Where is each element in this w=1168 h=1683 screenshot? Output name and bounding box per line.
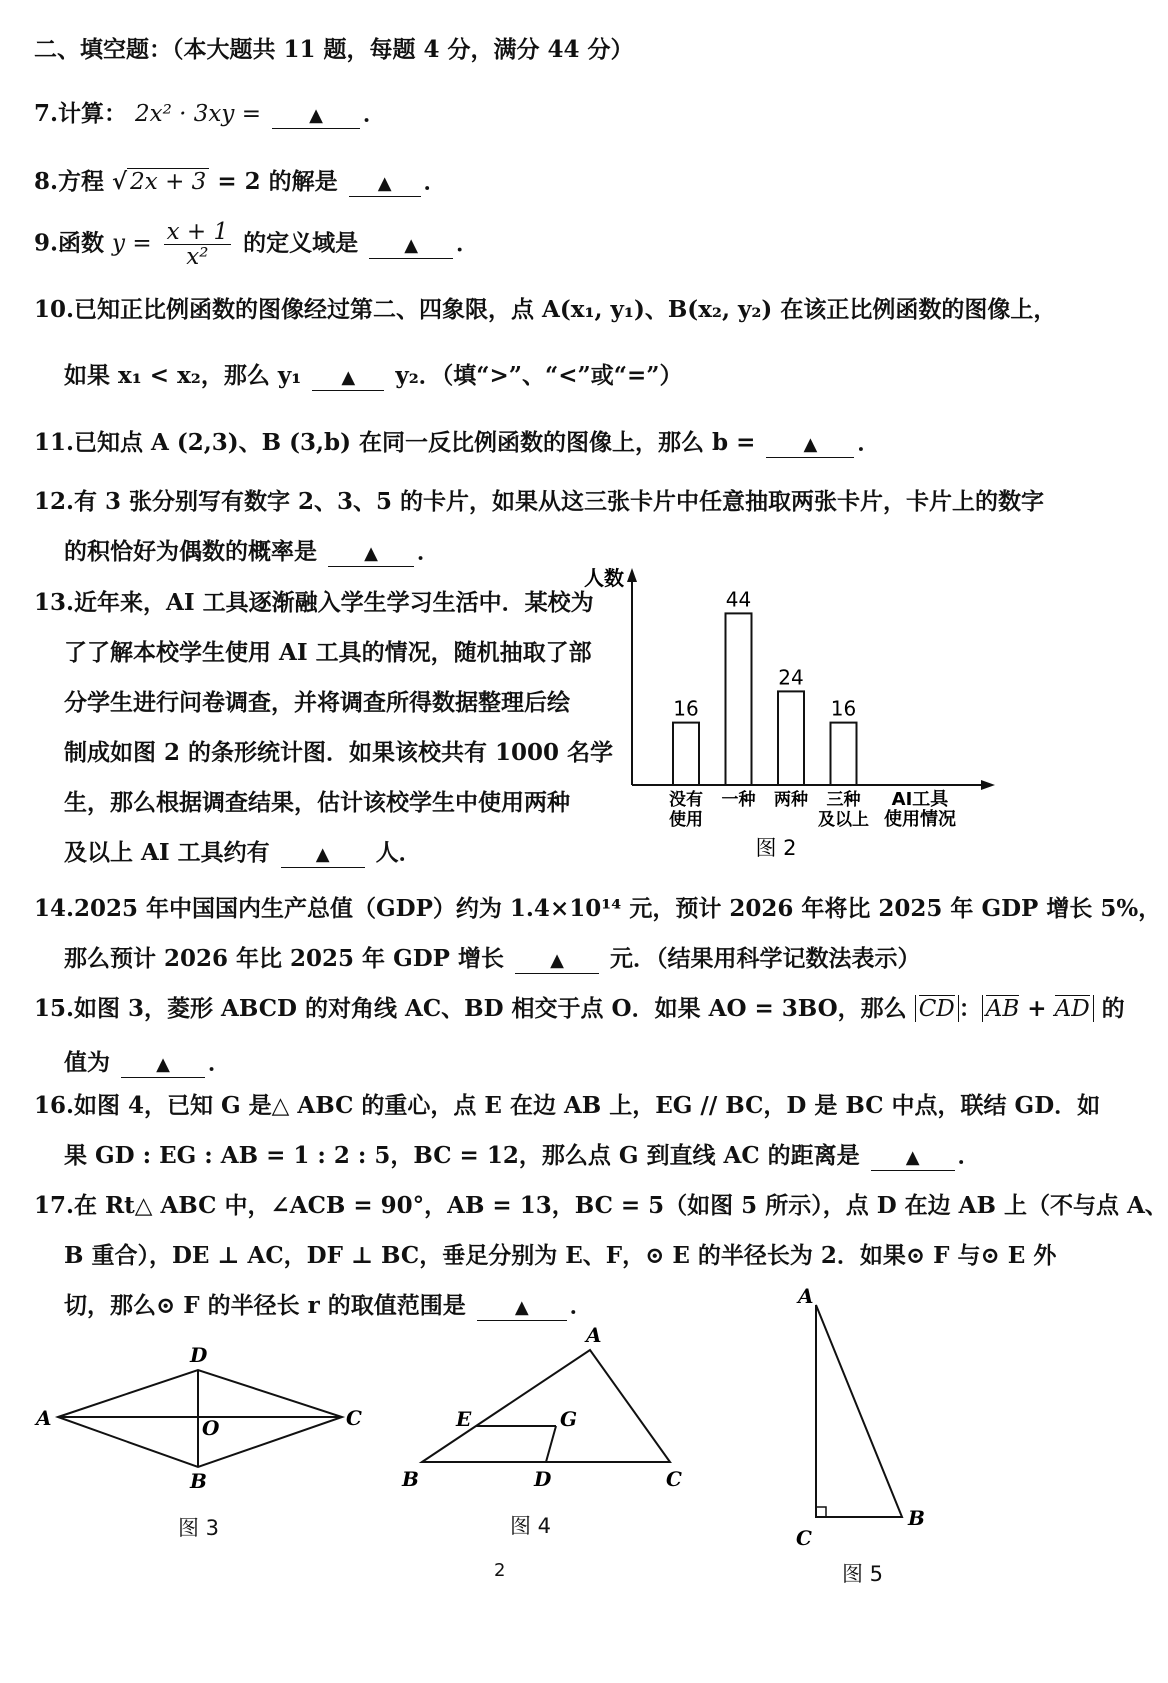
question-10: 10.已知正比例函数的图像经过第二、四象限，点 A(x₁, y₁)、B(x₂, y₂) 在该正比例函数的图像上， xyxy=(34,296,1057,323)
bar-value-label: 16 xyxy=(830,696,857,721)
bar-chart xyxy=(584,560,1050,870)
vertex-label-a: A xyxy=(586,1323,602,1347)
answer-blank[interactable]: ▲ xyxy=(272,102,360,129)
question-14: 14.2025 年中国国内生产总值（GDP）约为 1.4×10¹⁴ 元，预计 2026 年将比 2025 年 GDP 增长 5%， xyxy=(34,895,1162,922)
question-16: 16.如图 4，已知 G 是△ ABC 的重心，点 E 在边 AB 上，EG // BC，D 是 BC 中点，联结 GD．如 xyxy=(34,1092,1101,1119)
figure-3-rhombus xyxy=(30,1345,370,1505)
vertex-label-a: A xyxy=(798,1284,814,1308)
vertex-label-b: B xyxy=(402,1467,419,1491)
sqrt-symbol: √ xyxy=(112,168,128,195)
triangle-abc xyxy=(422,1350,670,1462)
x-axis-label-line: 使用情况 xyxy=(884,809,956,830)
question-13-line: 分学生进行问卷调查，并将调查所得数据整理后绘 xyxy=(64,689,570,716)
question-12-cont: 的积恰好为偶数的概率是 ▲ ． xyxy=(64,538,441,565)
question-10-cont: 如果 x₁ < x₂，那么 y₁ ▲ y₂．（填“>”、“<”或“=”） xyxy=(64,362,683,389)
answer-blank[interactable]: ▲ xyxy=(328,540,414,567)
answer-blank[interactable]: ▲ xyxy=(369,232,453,259)
point-label-e: E xyxy=(456,1407,472,1431)
answer-blank[interactable]: ▲ xyxy=(121,1051,205,1078)
question-9: 9.函数 y = $\frac{x + 1}{\text{x²}}$ 的定义域是 ▲ ． xyxy=(34,219,480,270)
category-label: 及以上 xyxy=(818,810,869,830)
figure-5-right-triangle xyxy=(790,1285,950,1555)
figure-5-caption: 图 5 xyxy=(842,1562,884,1586)
question-11: 11.已知点 A (2,3)、B (3,b) 在同一反比例函数的图像上，那么 b = ▲ ． xyxy=(34,429,881,456)
vertex-label-b: B xyxy=(190,1469,207,1493)
figure-3-caption: 图 3 xyxy=(178,1516,220,1540)
question-13-line: 了了解本校学生使用 AI 工具的情况，随机抽取了部 xyxy=(64,639,592,666)
bar xyxy=(778,691,804,785)
category-label: 一种 xyxy=(721,790,756,810)
answer-blank[interactable]: ▲ xyxy=(349,170,421,197)
bar-value-label: 24 xyxy=(778,665,804,690)
answer-blank[interactable]: ▲ xyxy=(515,947,599,974)
section-title: 二、填空题：（本大题共 11 题，每题 4 分，满分 44 分） xyxy=(34,36,634,63)
bar-value-label: 16 xyxy=(673,696,699,721)
question-15: 15.如图 3，菱形 ABCD 的对角线 AC、BD 相交于点 O．如果 AO = 3BO，那么 CD ： AB + AD 的 xyxy=(34,995,1125,1022)
category-label: 没有 xyxy=(669,790,703,810)
segment-gd xyxy=(546,1426,556,1462)
bar xyxy=(673,723,699,785)
category-label: 三种 xyxy=(826,790,861,810)
vertex-label-d: D xyxy=(190,1343,208,1367)
bar xyxy=(726,613,752,785)
vertex-label-a: A xyxy=(36,1406,52,1430)
question-17-cont: B 重合），DE ⊥ AC，DF ⊥ BC，垂足分别为 E、F，⊙ E 的半径长为 2．如果⊙ F 与⊙ E 外 xyxy=(64,1242,1057,1269)
figure-4-caption: 图 4 xyxy=(510,1514,552,1538)
point-label-d: D xyxy=(534,1467,552,1491)
question-17: 17.在 Rt△ ABC 中，∠ACB = 90°，AB = 13，BC = 5（如图 5 所示），点 D 在边 AB 上（不与点 A、 xyxy=(34,1192,1168,1219)
vertex-label-c: C xyxy=(666,1467,682,1491)
question-13-line: 制成如图 2 的条形统计图．如果该校共有 1000 名学 xyxy=(64,739,614,766)
point-label-o: O xyxy=(202,1416,220,1440)
answer-blank[interactable]: ▲ xyxy=(281,841,365,868)
question-13-line: 生，那么根据调查结果，估计该校学生中使用两种 xyxy=(64,789,570,816)
vertex-label-c: C xyxy=(796,1526,812,1550)
bar xyxy=(831,723,857,785)
question-12: 12.有 3 张分别写有数字 2、3、5 的卡片，如果从这三张卡片中任意抽取两张卡片，卡片上的数字 xyxy=(34,488,1045,515)
answer-blank[interactable]: ▲ xyxy=(312,364,384,391)
figure-4-triangle xyxy=(390,1320,710,1510)
right-angle-mark xyxy=(816,1507,826,1517)
rhombus-outline xyxy=(58,1370,342,1467)
y-axis-arrow xyxy=(627,568,637,582)
y-axis-label: 人数 xyxy=(584,566,624,590)
answer-blank[interactable]: ▲ xyxy=(477,1294,567,1321)
answer-blank[interactable]: ▲ xyxy=(766,431,854,458)
question-16-cont: 果 GD : EG : AB = 1 : 2 : 5，BC = 12，那么点 G 到直线 AC 的距离是 ▲ ． xyxy=(64,1142,981,1169)
fraction: $\frac{x + 1}{\text{x²}}$ xyxy=(164,220,232,269)
category-label: 使用 xyxy=(669,810,703,830)
chart-caption: 图 2 xyxy=(755,836,797,860)
question-8: 8.方程 √ 2x + 3 = 2 的解是 ▲ ． xyxy=(34,168,447,195)
vertex-label-c: C xyxy=(346,1406,362,1430)
bar-value-label: 44 xyxy=(725,587,752,612)
question-15-cont: 值为 ▲ ． xyxy=(64,1049,232,1076)
question-13: 13.近年来，AI 工具逐渐融入学生学习生活中．某校为 xyxy=(34,589,594,616)
question-17-cont: 切，那么⊙ F 的半径长 r 的取值范围是 ▲ ． xyxy=(64,1292,593,1319)
vertex-label-b: B xyxy=(908,1506,925,1530)
point-label-g: G xyxy=(560,1407,578,1431)
vector-magnitude: CD xyxy=(915,995,959,1022)
answer-blank[interactable]: ▲ xyxy=(871,1144,955,1171)
page-number: 2 xyxy=(494,1560,506,1581)
category-label: 两种 xyxy=(774,790,808,810)
question-13-line: 及以上 AI 工具约有 ▲ 人． xyxy=(64,839,422,866)
vector-magnitude: AB + AD xyxy=(982,995,1094,1022)
x-axis-arrow xyxy=(981,780,995,790)
question-14-cont: 那么预计 2026 年比 2025 年 GDP 增长 ▲ 元．（结果用科学记数法表示） xyxy=(64,945,921,972)
x-axis-label-line: AI工具 xyxy=(891,789,949,810)
triangle-abc xyxy=(816,1305,902,1517)
question-7: 7.计算： 2x² · 3xy = ▲ ． xyxy=(34,100,386,127)
